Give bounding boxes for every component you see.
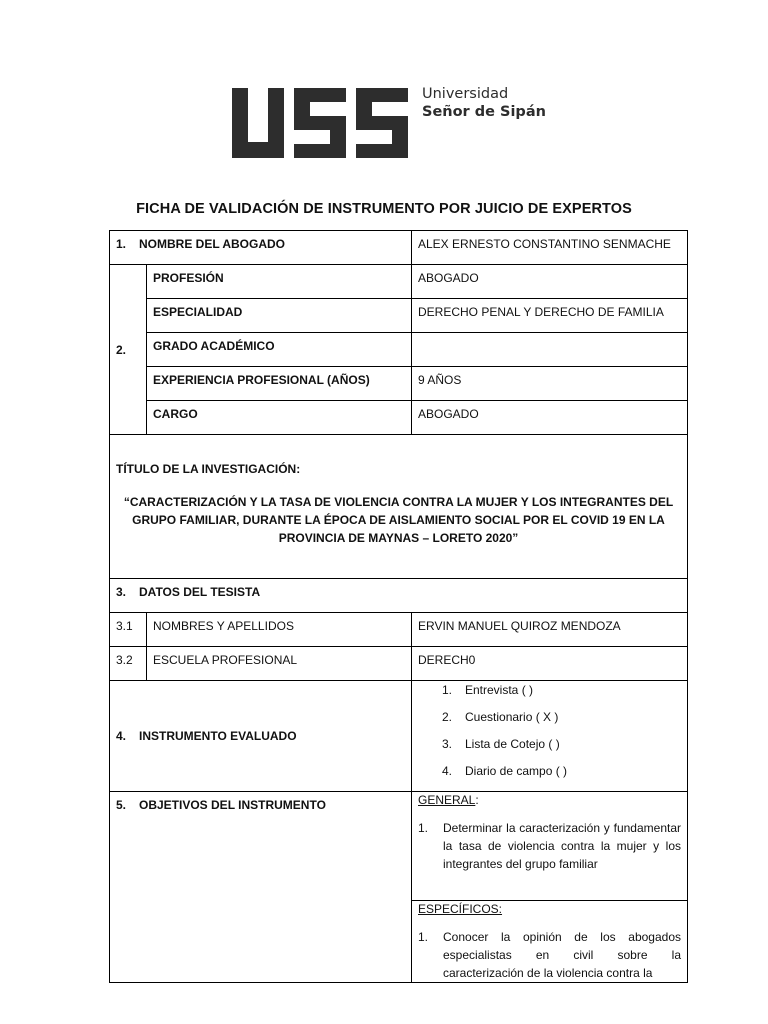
lawyer-name-value: ALEX ERNESTO CONSTANTINO SENMACHE: [412, 231, 688, 265]
specific-objectives-cell: [412, 901, 688, 983]
experience-row: [110, 367, 688, 401]
student-name-label: NOMBRES Y APELLIDOS: [147, 613, 412, 647]
option-text: Cuestionario ( X ): [465, 710, 559, 724]
specialty-value: DERECHO PENAL Y DERECHO DE FAMILIA: [412, 299, 688, 333]
lawyer-name-number: 1.: [116, 237, 127, 251]
validation-form-table: [109, 230, 688, 983]
specific-objective-label: ESPECÍFICOS:: [418, 902, 503, 916]
profession-label: PROFESIÓN: [147, 265, 412, 299]
general-objectives-cell: [412, 792, 688, 901]
academic-degree-row: [110, 333, 688, 367]
general-objective-heading: [418, 793, 681, 807]
objectives-general-row: [110, 792, 688, 901]
school-label: ESCUELA PROFESIONAL: [147, 647, 412, 681]
option-text: Diario de campo ( ): [465, 764, 568, 778]
thesis-data-header-row: [110, 579, 688, 613]
objective-text: Determinar la caracterización y fundamentar la tasa de violencia contra la mujer y los integrantes del grupo familiar: [443, 821, 681, 871]
option-number: 4.: [442, 764, 453, 778]
position-value: ABOGADO: [412, 401, 688, 435]
objectives-label-cell: [110, 792, 412, 983]
instrument-number: 4.: [116, 729, 127, 743]
lawyer-name-label-cell: [110, 231, 412, 265]
uss-logo-mark: [232, 88, 412, 160]
lawyer-name-label: NOMBRE DEL ABOGADO: [139, 237, 286, 251]
academic-degree-label: GRADO ACADÉMICO: [147, 333, 412, 367]
option-text: Lista de Cotejo ( ): [465, 737, 560, 751]
specialty-row: [110, 299, 688, 333]
instrument-option-questionnaire: [412, 710, 681, 737]
document-title: FICHA DE VALIDACIÓN DE INSTRUMENTO POR JUICIO DE EXPERTOS: [136, 201, 632, 217]
research-title-cell: [110, 435, 688, 579]
thesis-data-number: 3.: [116, 585, 127, 599]
instrument-options-cell: [412, 681, 688, 792]
thesis-data-header: [110, 579, 688, 613]
academic-degree-value: [412, 333, 688, 367]
instrument-row: [110, 681, 688, 792]
student-name-row: [110, 613, 688, 647]
position-row: [110, 401, 688, 435]
experience-value: 9 AÑOS: [412, 367, 688, 401]
option-number: 3.: [442, 737, 453, 751]
instrument-options-list: [412, 683, 681, 791]
school-number: 3.2: [110, 647, 147, 681]
option-number: 1.: [442, 683, 453, 697]
profession-value: ABOGADO: [412, 265, 688, 299]
objectives-label: OBJETIVOS DEL INSTRUMENTO: [139, 798, 326, 812]
profession-row: [110, 265, 688, 299]
research-title-label: TÍTULO DE LA INVESTIGACIÓN:: [116, 462, 301, 476]
instrument-label-cell: [110, 681, 412, 792]
university-logo: [232, 88, 552, 160]
option-number: 2.: [442, 710, 453, 724]
student-name-value: ERVIN MANUEL QUIROZ MENDOZA: [412, 613, 688, 647]
instrument-label: INSTRUMENTO EVALUADO: [139, 729, 297, 743]
school-row: [110, 647, 688, 681]
general-objective-label: GENERAL: [418, 793, 476, 807]
specific-objective-item: [418, 928, 681, 982]
experience-label: EXPERIENCIA PROFESIONAL (AÑOS): [147, 367, 412, 401]
instrument-option-interview: [412, 683, 681, 710]
position-label: CARGO: [147, 401, 412, 435]
thesis-data-label: DATOS DEL TESISTA: [139, 585, 261, 599]
objective-text: Conocer la opinión de los abogados especialistas en civil sobre la caracterización de la violencia contra la: [443, 930, 681, 980]
option-text: Entrevista ( ): [465, 683, 534, 697]
objectives-number: 5.: [116, 798, 127, 812]
research-title-text: “CARACTERIZACIÓN Y LA TASA DE VIOLENCIA CONTRA LA MUJER Y LOS INTEGRANTES DEL GRUPO FAMILIAR, DURANTE LA ÉPOCA DE AISLAMIENTO SOCIAL POR EL COVID 19 EN LA PROVINCIA DE MAYNAS – LORETO 2020”: [123, 495, 674, 545]
university-name-line1: Universidad: [422, 86, 509, 102]
university-name-line2: Señor de Sipán: [422, 104, 546, 120]
general-objective-colon: :: [475, 793, 479, 807]
instrument-option-field-diary: [412, 764, 681, 791]
student-name-number: 3.1: [110, 613, 147, 647]
research-title-row: [110, 435, 688, 579]
objective-number: 1.: [418, 930, 429, 944]
instrument-option-checklist: [412, 737, 681, 764]
specialty-label: ESPECIALIDAD: [147, 299, 412, 333]
section2-number: 2.: [110, 265, 147, 435]
objective-number: 1.: [418, 821, 429, 835]
lawyer-name-row: [110, 231, 688, 265]
general-objective-item: [418, 819, 681, 873]
school-value: DERECH0: [412, 647, 688, 681]
